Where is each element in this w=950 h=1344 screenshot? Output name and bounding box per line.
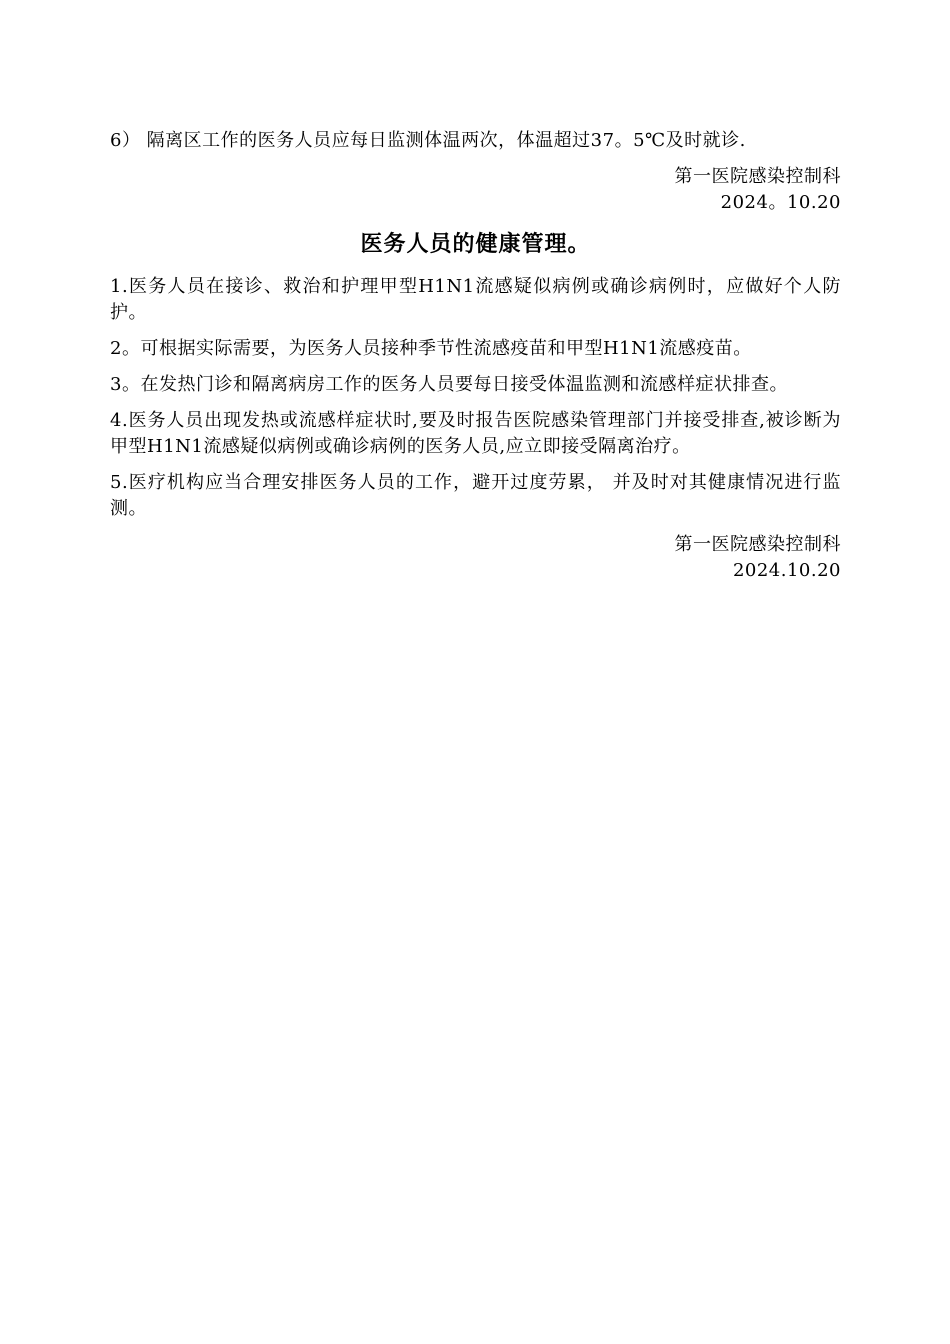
signature-org: 第一医院感染控制科 xyxy=(674,534,841,555)
signature-block-top xyxy=(110,164,841,216)
health-item-4: 4.医务人员出现发热或流感样症状时,要及时报告医院感染管理部门并接受排查,被诊断为甲型H1N1流感疑似病例或确诊病例的医务人员,应立即接受隔离治疗。 xyxy=(110,410,841,457)
health-item-1: 1.医务人员在接诊、救治和护理甲型H1N1流感疑似病例或确诊病例时，应做好个人防护。 xyxy=(110,276,841,323)
health-item-3: 3。在发热门诊和隔离病房工作的医务人员要每日接受体温监测和流感样症状排查。 xyxy=(110,374,788,395)
signature-date: 2024.10.20 xyxy=(732,560,841,581)
signature-block-bottom xyxy=(110,532,841,584)
section-title: 医务人员的健康管理。 xyxy=(360,232,591,257)
document-page xyxy=(110,128,841,584)
health-item-2: 2。可根据实际需要，为医务人员接种季节性流感疫苗和甲型H1N1流感疫苗。 xyxy=(110,338,752,359)
signature-org: 第一医院感染控制科 xyxy=(674,166,841,187)
signature-date: 2024。10.20 xyxy=(720,192,841,213)
item-6-paragraph: 6） 隔离区工作的医务人员应每日监测体温两次，体温超过37。5℃及时就诊. xyxy=(110,130,746,151)
health-item-5: 5.医疗机构应当合理安排医务人员的工作，避开过度劳累， 并及时对其健康情况进行监测。 xyxy=(110,472,841,519)
